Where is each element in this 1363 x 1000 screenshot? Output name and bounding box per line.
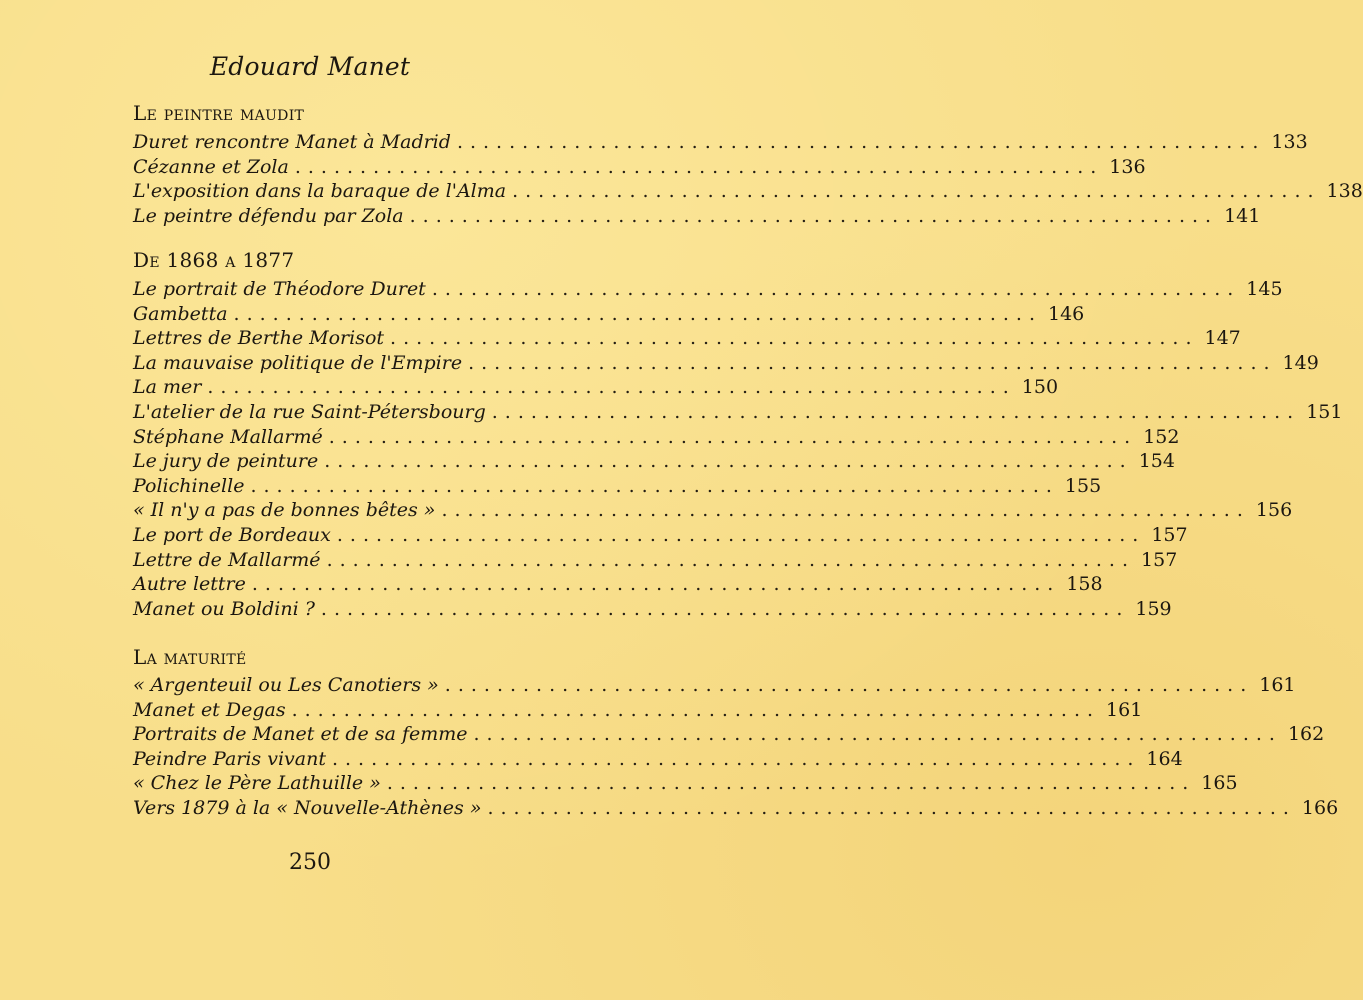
toc-entry-title: Le port de Bordeaux	[133, 523, 331, 546]
toc-entry-title: Le jury de peinture	[133, 450, 319, 473]
page-number: 250	[289, 850, 331, 875]
dot-leader: ..............................................................	[320, 597, 1130, 620]
toc-entry-title: « Chez le Père Lathuille »	[133, 772, 381, 795]
toc-entry	[133, 302, 1085, 328]
dot-leader: ..............................................................	[473, 723, 1282, 746]
toc-entry-title: Manet ou Boldini ?	[133, 597, 315, 620]
toc-entry-page: 138	[1326, 180, 1363, 203]
running-head: Edouard Manet	[209, 52, 411, 81]
toc-entry-page: 141	[1224, 204, 1261, 227]
toc-entry-page: 136	[1109, 155, 1146, 178]
toc-entry	[133, 425, 1180, 451]
toc-entry-title: La mer	[133, 376, 202, 399]
dot-leader: ..............................................................	[441, 499, 1250, 522]
toc-entry-page: 146	[1047, 302, 1085, 325]
toc-entry-page: 161	[1259, 674, 1296, 696]
toc-entry	[133, 796, 1339, 822]
toc-entry	[133, 376, 1059, 401]
dot-leader: ..............................................................	[456, 131, 1266, 153]
section-heading	[133, 645, 247, 669]
toc-entry-page: 155	[1064, 474, 1102, 497]
toc-entry-page: 147	[1204, 327, 1241, 350]
toc-entry-title: L'atelier de la rue Saint-Pétersbourg	[133, 400, 486, 423]
toc-entry	[133, 523, 1188, 549]
section-heading-text: De 1868 a 1877	[133, 248, 295, 272]
dot-leader: ..............................................................	[324, 450, 1133, 473]
toc-entry	[133, 400, 1343, 426]
toc-entry-title: « Argenteuil ou Les Canotiers »	[133, 674, 439, 696]
dot-leader: ..............................................................	[207, 376, 1016, 399]
toc-entry-page: 157	[1151, 523, 1188, 546]
dot-leader: ..............................................................	[250, 474, 1059, 497]
dot-leader: ..............................................................	[468, 351, 1277, 374]
toc-entry-page: 133	[1271, 131, 1308, 153]
dot-leader: ..............................................................	[251, 573, 1061, 596]
dot-leader: ..............................................................	[487, 796, 1296, 819]
toc-entry-title: Lettres de Berthe Morisot	[133, 327, 385, 350]
toc-entry-title: La mauvaise politique de l'Empire	[133, 351, 463, 374]
toc-entry-page: 162	[1287, 723, 1325, 746]
dot-leader: ..............................................................	[431, 278, 1241, 300]
toc-entry-page: 161	[1106, 698, 1143, 721]
toc-entry-title: Le portrait de Théodore Duret	[133, 278, 426, 300]
toc-entry-page: 152	[1143, 425, 1180, 448]
toc-entry-title: Cézanne et Zola	[133, 155, 289, 178]
toc-entry	[133, 499, 1293, 524]
toc-entry-title: L'exposition dans la baraque de l'Alma	[133, 180, 507, 203]
dot-leader: ..............................................................	[331, 747, 1141, 770]
toc-entry-page: 150	[1021, 376, 1059, 399]
toc-entry-title: Manet et Degas	[133, 698, 286, 721]
section-heading	[133, 101, 304, 125]
toc-entry	[133, 204, 1261, 230]
dot-leader: ..............................................................	[336, 523, 1146, 546]
toc-entry	[133, 548, 1178, 574]
toc-entry-page: 151	[1306, 400, 1343, 423]
toc-entry	[133, 723, 1325, 748]
toc-entry	[133, 474, 1102, 500]
toc-entry	[133, 450, 1175, 475]
toc-entry	[133, 131, 1308, 156]
toc-entry-title: Lettre de Mallarmé	[133, 548, 321, 571]
toc-entry-page: 156	[1255, 499, 1293, 522]
toc-entry-title: Peindre Paris vivant	[133, 747, 326, 770]
toc-entry-title: Vers 1879 à la « Nouvelle-Athènes »	[133, 796, 482, 819]
toc-entry-page: 166	[1301, 796, 1339, 819]
dot-leader: ..............................................................	[512, 180, 1321, 203]
dot-leader: ..............................................................	[294, 155, 1104, 178]
toc-section-1	[133, 131, 1363, 229]
toc-entry	[133, 327, 1241, 352]
toc-entry	[133, 573, 1103, 598]
toc-entry	[133, 155, 1146, 181]
toc-entry-title: Polichinelle	[133, 474, 245, 497]
toc-entry	[133, 747, 1183, 773]
toc-entry	[133, 351, 1319, 377]
toc-entry	[133, 698, 1143, 724]
toc-entry-page: 157	[1141, 548, 1178, 571]
toc-entry-title: Portraits de Manet et de sa femme	[133, 723, 468, 746]
dot-leader: ..............................................................	[386, 772, 1196, 795]
toc-entry-page: 154	[1138, 450, 1175, 473]
toc-entry-page: 165	[1201, 772, 1238, 795]
toc-entry-title: Autre lettre	[133, 573, 246, 596]
dot-leader: ..............................................................	[444, 674, 1254, 696]
toc-entry-title: Le peintre défendu par Zola	[133, 204, 404, 227]
toc-entry-page: 164	[1146, 747, 1183, 770]
dot-leader: ..............................................................	[409, 204, 1219, 227]
dot-leader: ..............................................................	[328, 425, 1138, 448]
toc-entry	[133, 278, 1283, 303]
toc-section-3	[133, 674, 1339, 822]
toc-entry	[133, 180, 1363, 205]
toc-entry-page: 158	[1066, 573, 1103, 596]
toc-entry-page: 149	[1282, 351, 1319, 374]
dot-leader: ..............................................................	[491, 400, 1301, 423]
toc-section-2	[133, 278, 1343, 622]
dot-leader: ..............................................................	[233, 302, 1042, 325]
dot-leader: ..............................................................	[291, 698, 1101, 721]
toc-entry	[133, 772, 1238, 797]
dot-leader: ..............................................................	[326, 548, 1136, 571]
section-heading-text: Le peintre maudit	[133, 101, 305, 125]
toc-entry-title: Stéphane Mallarmé	[133, 425, 323, 448]
dot-leader: ..............................................................	[390, 327, 1199, 350]
toc-entry-page: 159	[1135, 597, 1172, 620]
toc-entry-title: Gambetta	[133, 302, 228, 325]
toc-entry	[133, 674, 1296, 699]
section-heading-text: La maturité	[133, 645, 247, 669]
toc-entry	[133, 597, 1172, 623]
toc-entry-page: 145	[1246, 278, 1283, 300]
toc-entry-title: « Il n'y a pas de bonnes bêtes »	[133, 499, 436, 522]
section-heading	[133, 248, 294, 272]
toc-entry-title: Duret rencontre Manet à Madrid	[133, 131, 451, 153]
